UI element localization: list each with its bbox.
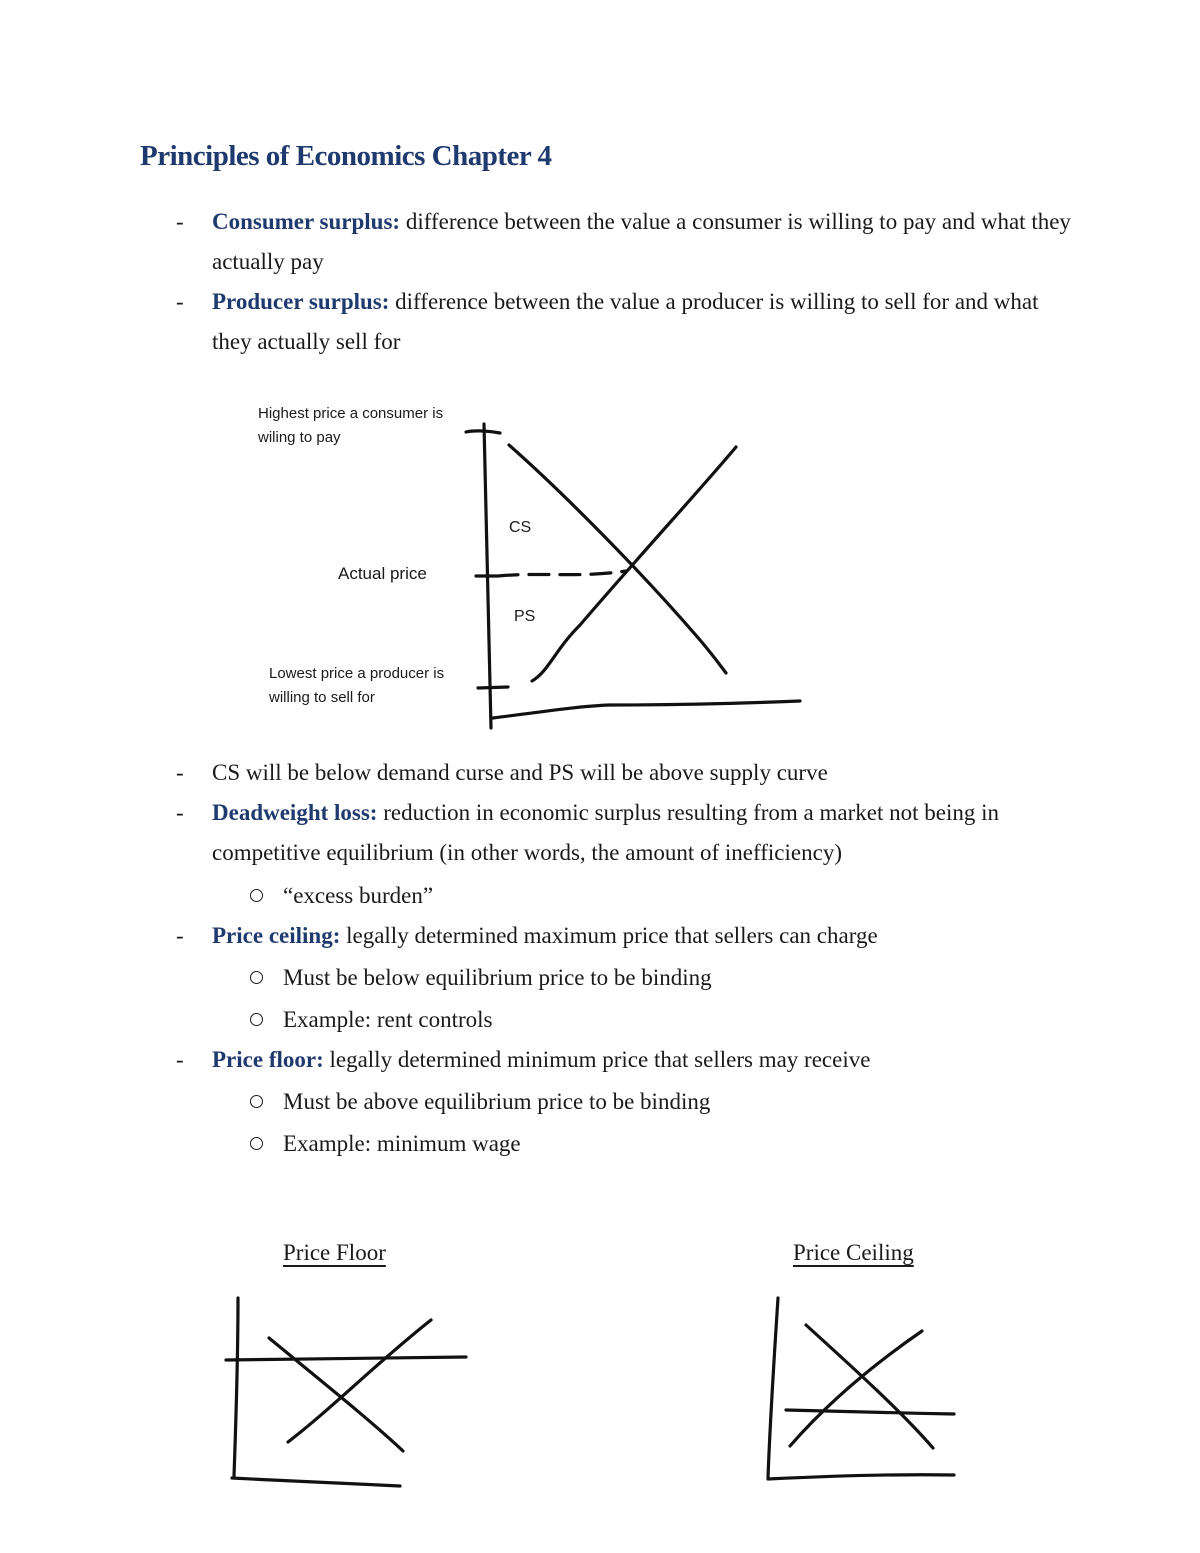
label-ps-area: PS	[514, 608, 536, 625]
definition-producer-surplus: difference between the value a producer is willing to sell for and what they actually sell for	[212, 289, 1039, 354]
sub-item-text: Example: rent controls	[283, 1007, 493, 1032]
definition-deadweight-loss: reduction in economic surplus resulting from a market not being in competitive equilibrium (in other words, the amount of inefficiency)	[212, 800, 999, 865]
ceiling-price-axis	[768, 1298, 778, 1478]
bullet-dash: -	[176, 760, 184, 785]
ceiling-supply	[790, 1331, 922, 1446]
sub-item-text: Must be below equilibrium price to be binding	[283, 965, 712, 990]
label-cs-area: CS	[509, 519, 532, 536]
sub-item-text: “excess burden”	[283, 883, 434, 908]
definition-price-floor: legally determined minimum price that sellers may receive	[323, 1047, 871, 1072]
label-highest-price: Highest price a consumer is wiling to pay	[258, 405, 444, 446]
price-ceiling-title: Price Ceiling	[793, 1240, 914, 1265]
bullet-dash: -	[176, 1047, 184, 1072]
term-price-floor: Price floor:	[212, 1047, 324, 1072]
tick-lowest	[478, 687, 508, 688]
demand-curve	[509, 445, 726, 673]
cs-ps-note-text: CS will be below demand curse and PS will be above supply curve	[212, 760, 828, 785]
floor-line	[226, 1357, 466, 1360]
price-floor-sketch	[226, 1298, 466, 1486]
term-producer-surplus: Producer surplus:	[212, 289, 390, 314]
circle-bullet-icon	[250, 1013, 263, 1026]
quantity-axis	[493, 701, 800, 718]
sub-item-text: Must be above equilibrium price to be binding	[283, 1089, 711, 1114]
term-consumer-surplus: Consumer surplus:	[212, 209, 401, 234]
ceiling-line	[786, 1410, 954, 1414]
circle-bullet-icon	[250, 889, 263, 902]
floor-quantity-axis	[232, 1478, 400, 1486]
term-price-ceiling: Price ceiling:	[212, 923, 341, 948]
floor-supply	[288, 1320, 431, 1442]
label-lowest-price: Lowest price a producer is willing to sell for	[269, 665, 445, 706]
floor-demand	[269, 1338, 403, 1451]
bullet-dash: -	[176, 289, 184, 314]
definition-price-ceiling: legally determined maximum price that sellers can charge	[340, 923, 878, 948]
term-deadweight-loss: Deadweight loss:	[212, 800, 378, 825]
circle-bullet-icon	[250, 1137, 263, 1150]
circle-bullet-icon	[250, 971, 263, 984]
definition-consumer-surplus: difference between the value a consumer is willing to pay and what they actually pay	[212, 209, 1071, 274]
bullet-dash: -	[176, 923, 184, 948]
label-actual-price: Actual price	[338, 564, 427, 583]
bullet-dash: -	[176, 800, 184, 825]
actual-price-dashed	[498, 571, 626, 576]
price-ceiling-sketch	[768, 1298, 954, 1479]
floor-price-axis	[234, 1298, 238, 1476]
ceiling-quantity-axis	[768, 1475, 954, 1479]
sub-item-text: Example: minimum wage	[283, 1131, 521, 1156]
surplus-diagram	[466, 424, 800, 728]
ceiling-demand	[806, 1325, 933, 1448]
page-title: Principles of Economics Chapter 4	[140, 140, 552, 172]
circle-bullet-icon	[250, 1095, 263, 1108]
bullet-dash: -	[176, 209, 184, 234]
price-floor-title: Price Floor	[283, 1240, 386, 1265]
